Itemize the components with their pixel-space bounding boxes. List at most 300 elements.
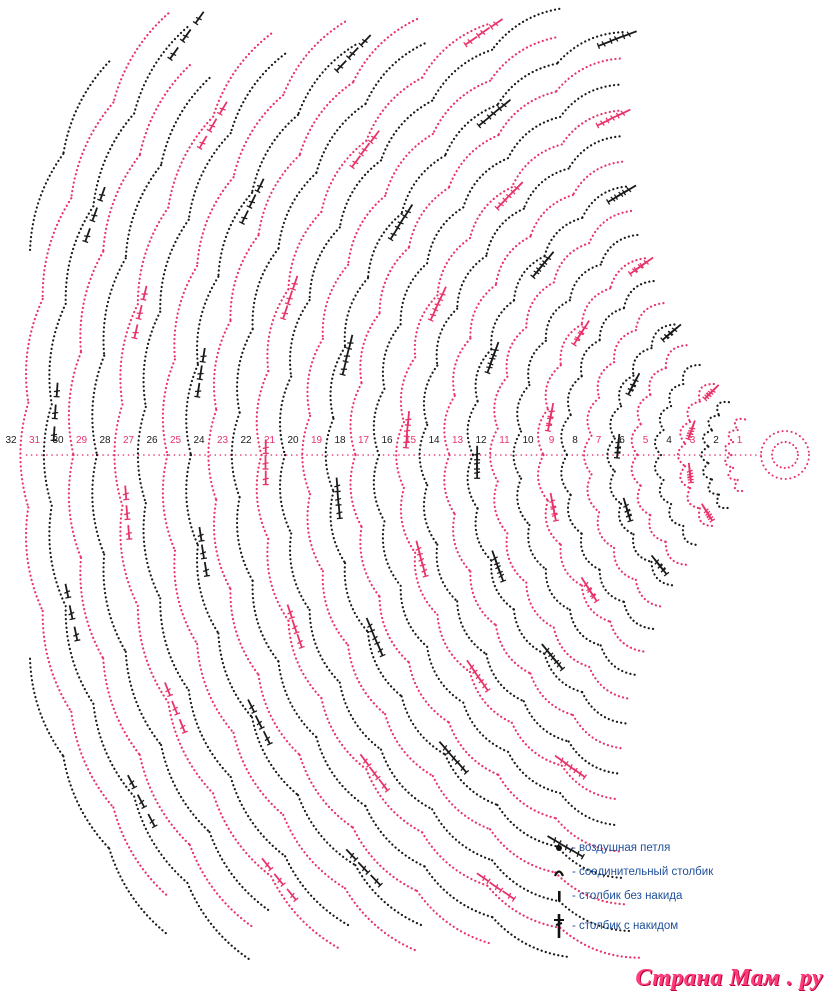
chain-loop	[197, 545, 218, 633]
stitch-mark	[626, 381, 638, 396]
chain-loop	[545, 218, 583, 256]
chain-loop	[368, 632, 402, 696]
chain-loop	[189, 690, 231, 777]
stitch-mark	[122, 485, 129, 499]
stitch-mark	[485, 358, 495, 373]
chain-loop	[433, 81, 490, 134]
chain-loop	[409, 188, 449, 248]
chain-loop	[401, 488, 415, 553]
stitch-mark	[67, 605, 76, 620]
chain-loop	[601, 235, 638, 265]
chain-loop	[496, 236, 531, 284]
double-crochet-icon	[548, 916, 570, 936]
chain-loop	[385, 134, 433, 196]
stitch-mark	[239, 209, 251, 224]
chain-loop	[218, 633, 252, 717]
chain-loop	[71, 712, 113, 808]
row-number: 9	[548, 435, 555, 446]
row-number: 21	[263, 435, 276, 446]
chain-loop	[197, 177, 233, 266]
chain-loop	[562, 766, 619, 800]
chain-loop	[517, 479, 529, 525]
chain-loop	[589, 667, 631, 699]
chain-loop	[237, 497, 253, 581]
stitch-mark	[285, 290, 295, 305]
legend-label: - воздушная петля	[572, 842, 671, 854]
chain-loop	[582, 187, 626, 218]
chain-loop	[144, 312, 161, 407]
chain-loop	[437, 238, 470, 295]
chain-loop	[422, 24, 487, 77]
stitch-mark	[622, 28, 637, 39]
stitch-mark	[285, 887, 299, 902]
chain-loop	[26, 299, 43, 403]
site-watermark: Страна Мам . ру	[635, 965, 823, 991]
chain-loop	[717, 495, 729, 508]
stitch-mark	[464, 34, 479, 47]
chain-loop	[569, 136, 620, 168]
chain-loop	[632, 424, 641, 455]
row-number: 8	[572, 435, 578, 446]
chain-loop	[470, 285, 496, 339]
chain-loop	[285, 856, 351, 926]
stitch-mark	[168, 46, 181, 61]
center-ring-outer	[761, 431, 809, 479]
row-number-labels	[5, 435, 742, 446]
stitch-mark	[703, 387, 717, 401]
chain-loop	[187, 883, 252, 961]
chain-loop	[267, 289, 288, 371]
chain-loop	[415, 295, 438, 357]
chain-loop	[365, 43, 424, 103]
stitch-mark	[196, 527, 204, 542]
chain-loop	[267, 539, 288, 621]
chain-loop	[449, 722, 498, 774]
legend-item-dc	[548, 916, 808, 936]
chain-loop	[321, 698, 366, 769]
chain-loop	[401, 263, 428, 324]
row-number: 1	[736, 435, 743, 446]
stitch-mark	[272, 872, 286, 887]
single-crochet-icon	[548, 886, 570, 906]
stitch-mark	[661, 329, 676, 343]
chain-loop	[557, 32, 623, 63]
chain-loop	[610, 406, 621, 438]
chain-loop	[210, 832, 271, 911]
chain-loop	[365, 806, 424, 866]
row-number: 23	[216, 435, 229, 446]
chain-loop	[380, 248, 409, 314]
chain-loop	[708, 480, 718, 495]
chain-loop	[524, 701, 569, 741]
chain-loop	[562, 111, 619, 145]
chain-loop	[660, 480, 671, 504]
stitch-mark	[261, 730, 273, 745]
chain-loop	[288, 212, 321, 289]
stitch-mark	[475, 871, 490, 884]
row-number: 30	[52, 435, 64, 446]
stitch-mark	[194, 382, 202, 397]
chain-loop	[258, 675, 299, 755]
chain-loop	[538, 409, 548, 455]
chain-loop	[498, 775, 556, 818]
chain-loop	[30, 659, 63, 756]
chain-loop	[424, 365, 437, 424]
chain-loop	[624, 602, 654, 629]
chain-loop	[530, 195, 573, 236]
chain-loop	[345, 563, 368, 632]
chain-loop	[445, 755, 497, 805]
stitch-mark	[416, 551, 425, 566]
chain-loop	[323, 571, 348, 645]
row-number: 6	[619, 435, 625, 446]
stitch-mark	[336, 504, 343, 518]
stitch-mark	[488, 880, 503, 893]
chain-loop	[560, 545, 581, 586]
chain-loop	[80, 252, 103, 353]
stitch-mark	[334, 477, 341, 491]
chain-loop	[427, 647, 463, 703]
chain-loop	[278, 173, 316, 249]
stitch-mark	[123, 505, 130, 519]
chain-loop	[703, 430, 712, 446]
chain-loop	[113, 808, 168, 897]
chain-loop	[561, 455, 570, 495]
chain-loop	[735, 419, 745, 430]
chain-loop	[683, 365, 700, 384]
row-number: 26	[146, 435, 158, 446]
chain-loop	[703, 463, 712, 479]
chain-loop	[345, 888, 417, 951]
stitch-mark	[82, 227, 92, 242]
chain-loop	[496, 625, 531, 673]
chain-loop	[366, 78, 422, 141]
chain-loop	[63, 62, 109, 154]
stitch-mark	[587, 588, 600, 603]
stitch-mark	[207, 117, 219, 132]
stitch-mark	[477, 677, 490, 692]
row-number: 27	[122, 435, 135, 446]
stitch-mark	[624, 507, 634, 522]
chain-loop	[103, 658, 140, 754]
chain-loop	[457, 601, 486, 654]
stitch-mark	[263, 471, 269, 485]
chain-loop	[457, 256, 486, 309]
row-number: 10	[522, 435, 534, 446]
stitch-mark	[97, 186, 107, 201]
chain-loop	[437, 615, 470, 672]
chain-loop	[494, 377, 507, 429]
stitch-mark	[346, 334, 355, 349]
chain-loop	[666, 345, 687, 368]
chain-loop	[687, 488, 699, 508]
chain-loop	[290, 300, 310, 376]
chain-loop	[30, 154, 63, 251]
chain-loop	[197, 277, 218, 365]
stitch-mark	[551, 656, 565, 671]
chain-loop	[508, 752, 560, 793]
stitch-mark	[489, 17, 504, 30]
stitch-mark	[125, 525, 132, 539]
stitch-mark	[628, 263, 643, 276]
stitch-mark	[217, 100, 229, 115]
chain-loop	[104, 258, 126, 355]
chain-loop	[161, 745, 209, 832]
row-number: 14	[428, 435, 440, 446]
chain-loop	[669, 384, 683, 406]
row-number: 24	[193, 435, 205, 446]
stitch-mark	[359, 33, 373, 47]
chain-loop	[498, 92, 556, 135]
chain-loop	[512, 144, 562, 187]
stitch-mark	[52, 404, 59, 418]
chain-loop	[476, 509, 492, 561]
chain-loop	[234, 95, 284, 177]
chain-loop	[470, 187, 512, 238]
chain-loop	[237, 329, 253, 413]
chain-loop	[717, 402, 729, 415]
stitch-mark	[280, 305, 290, 320]
chain-loop	[486, 654, 524, 701]
chain-loop	[92, 455, 104, 554]
chain-loop	[420, 425, 428, 485]
chain-loop	[383, 324, 401, 389]
chain-loop	[360, 313, 379, 383]
chain-loop	[568, 376, 582, 415]
chain-loop	[340, 683, 381, 750]
chain-loop	[652, 562, 675, 586]
chain-loop	[381, 101, 432, 161]
stitch-mark	[496, 567, 506, 582]
chain-loop	[80, 558, 103, 659]
chain-loop	[445, 105, 497, 155]
stitch-mark	[72, 626, 81, 641]
chain-loop	[560, 324, 581, 365]
chain-loop	[366, 769, 422, 832]
row-number: 2	[713, 435, 719, 446]
row-number: 11	[499, 435, 510, 446]
chain-loop	[470, 572, 496, 626]
chain-loop	[348, 196, 385, 265]
chain-loop	[587, 474, 599, 512]
chain-loop	[638, 395, 651, 424]
chain-loop	[214, 500, 231, 589]
chain-loop	[497, 64, 557, 105]
chain-loop	[581, 534, 600, 570]
chain-loop	[104, 554, 126, 651]
stitch-mark	[622, 183, 637, 195]
chain-loop	[463, 158, 508, 207]
stitch-mark	[350, 154, 363, 169]
stitch-mark	[356, 860, 370, 874]
chain-loop	[546, 569, 570, 610]
stitch-mark	[489, 550, 499, 565]
chain-loop	[380, 597, 409, 663]
chain-loop	[134, 27, 187, 113]
chain-loop	[600, 570, 624, 602]
chain-loop	[735, 480, 745, 491]
stitch-mark	[131, 324, 140, 339]
chain-loop	[381, 750, 432, 810]
chain-loop	[470, 672, 512, 723]
legend-item-sc	[548, 886, 808, 906]
chain-loop	[120, 506, 137, 606]
center-ring	[761, 431, 809, 479]
chain-loop	[360, 527, 379, 597]
chain-loop	[168, 702, 213, 793]
legend-item-slip	[548, 862, 808, 882]
legend-label: - столбик без накида	[572, 890, 683, 902]
stitch-mark	[197, 134, 209, 149]
stitch-mark	[358, 753, 371, 768]
chain-loop	[492, 9, 559, 50]
stitch-mark	[368, 873, 382, 887]
chain-loop	[353, 828, 417, 891]
chain-loop	[725, 442, 733, 455]
chain-loop	[652, 325, 675, 349]
chain-loop	[432, 50, 492, 101]
stitch-mark	[245, 698, 257, 713]
chain-loop	[138, 606, 168, 703]
stitch-mark	[377, 777, 390, 792]
chain-loop	[396, 422, 404, 488]
chain-loop	[374, 455, 385, 521]
chain-loop	[433, 776, 490, 829]
row-number: 28	[99, 435, 111, 446]
chain-loop	[660, 406, 671, 430]
chain-loop	[120, 304, 137, 404]
stitch-mark	[200, 347, 208, 362]
stitch-mark	[531, 264, 545, 279]
legend-label: - соединительный столбик	[572, 866, 714, 878]
chain-loop	[69, 455, 81, 558]
chain-loop	[49, 506, 65, 606]
chain-loop	[44, 404, 52, 505]
stitch-mark	[162, 681, 173, 696]
chain-loop	[168, 117, 213, 208]
chain-loop	[570, 265, 601, 301]
stitch-mark	[295, 633, 305, 648]
chain-loop	[517, 385, 529, 431]
stitch-mark	[464, 659, 477, 674]
chain-loop	[600, 308, 624, 340]
chain-loop	[103, 155, 140, 251]
row-number: 3	[689, 435, 696, 446]
chain-loop	[638, 486, 651, 515]
chain-loop	[425, 867, 493, 918]
chain-loop	[368, 214, 402, 278]
stitch-mark	[474, 464, 480, 478]
row-number: 16	[381, 435, 393, 446]
chain-loop	[214, 321, 231, 410]
chain-loop	[546, 300, 570, 341]
stitch-mark	[169, 700, 180, 715]
stitch-mark	[616, 107, 631, 119]
chain-loop	[444, 396, 454, 455]
chain-loop	[581, 340, 600, 376]
chain-loop	[197, 644, 233, 733]
stitch-mark	[135, 793, 147, 808]
chain-loop	[614, 330, 636, 362]
chain-loop	[288, 621, 321, 698]
chain-loop	[633, 534, 651, 562]
chain-loop	[63, 756, 109, 848]
stitch-mark	[419, 562, 428, 577]
chain-loop	[632, 455, 641, 486]
stitch-mark	[253, 714, 265, 729]
chain-loop	[402, 155, 446, 213]
chain-loop	[310, 610, 340, 683]
stitch-mark	[359, 141, 372, 156]
stitch-mark	[290, 275, 300, 290]
chain-loop	[160, 598, 189, 690]
chain-loop	[624, 281, 654, 308]
chain-loop	[331, 347, 346, 419]
chain-loop	[43, 611, 72, 712]
stitch-mark	[492, 558, 502, 573]
chain-loop	[491, 301, 514, 350]
chain-loop	[138, 208, 168, 305]
chain-loop	[453, 514, 470, 571]
row-number: 19	[310, 435, 323, 446]
chain-loop	[468, 401, 478, 455]
chain-loop	[278, 661, 316, 737]
chain-loop	[610, 622, 645, 652]
chain-loop	[561, 415, 570, 455]
stitch-mark	[199, 544, 207, 559]
chain-loop	[449, 135, 498, 187]
chain-loop	[687, 402, 699, 422]
chain-loop	[43, 198, 72, 299]
chain-loop	[568, 495, 582, 534]
chain-loop	[345, 278, 368, 347]
chain-loop	[570, 610, 601, 646]
chain-loop	[636, 580, 664, 607]
chain-loop	[280, 455, 291, 533]
chain-loop	[144, 503, 161, 598]
row-number: 15	[404, 435, 417, 446]
chain-loop	[507, 533, 527, 582]
stitch-mark	[334, 58, 348, 72]
row-number: 12	[475, 435, 487, 446]
chain-loop	[258, 155, 299, 235]
chain-loop	[66, 206, 94, 304]
chain-loop	[234, 733, 284, 815]
chain-loop	[140, 755, 190, 845]
row-number: 31	[28, 435, 41, 446]
chain-loop	[598, 362, 614, 398]
chain-loop	[490, 829, 555, 872]
chain-loop	[610, 258, 645, 288]
row-number: 17	[357, 435, 370, 446]
chain-loop	[610, 471, 621, 503]
chain-loop	[633, 348, 651, 376]
stitch-mark	[346, 46, 360, 60]
chain-loop	[432, 809, 492, 860]
chain-loop	[507, 327, 527, 376]
chain-loop	[385, 714, 433, 776]
center-ring-chain	[772, 442, 798, 468]
chain-loop	[725, 455, 733, 468]
stitch-mark	[364, 617, 375, 632]
chain-loop	[231, 777, 285, 856]
chain-loop	[554, 628, 589, 667]
chain-loop	[383, 521, 401, 586]
chain-loop	[307, 339, 322, 416]
chain-loop	[514, 256, 545, 300]
chain-loop	[186, 455, 198, 545]
chain-loop	[512, 723, 562, 766]
